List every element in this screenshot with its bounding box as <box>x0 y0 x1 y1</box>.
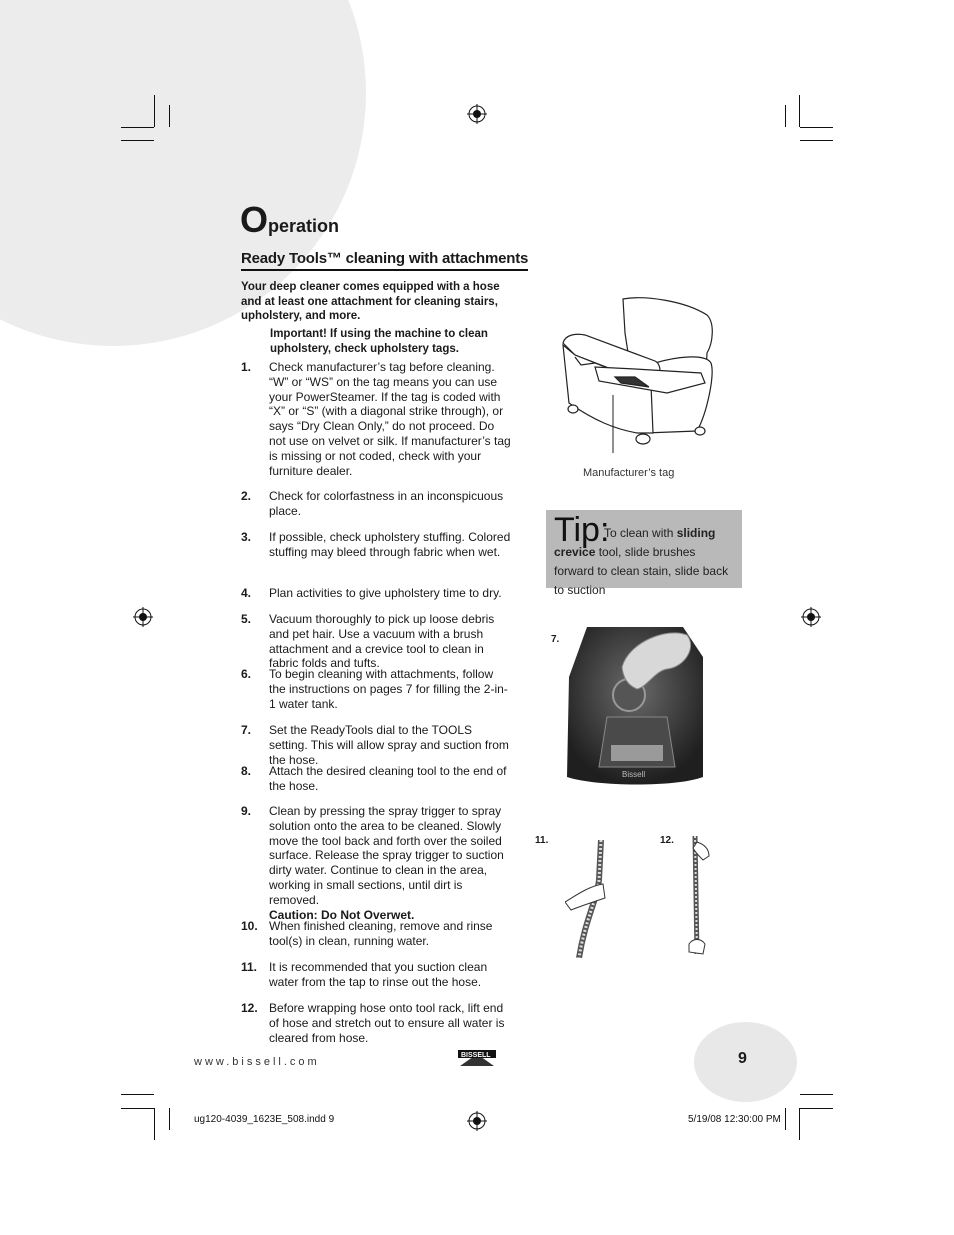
figure-label: 12. <box>660 835 674 846</box>
page-number: 9 <box>738 1050 747 1067</box>
registration-mark-icon <box>801 607 821 627</box>
important-note: Important! If using the machine to clean upholstery, check upholstery tags. <box>270 328 488 355</box>
tip-title: Tip: <box>554 511 610 549</box>
page-title <box>240 200 339 240</box>
caution-text: Caution: Do Not Overwet. <box>269 907 415 922</box>
tip-text: To clean with sliding crevice tool, slide brushes forward to clean stain, slide back to suction <box>554 526 729 597</box>
figure-caption: Manufacturer’s tag <box>583 467 675 479</box>
registration-mark-icon <box>467 1111 487 1131</box>
bissell-logo <box>458 1048 496 1066</box>
machine-dial-photo <box>567 627 703 787</box>
registration-mark-icon <box>133 607 153 627</box>
website-url: www.bissell.com <box>194 1056 320 1068</box>
bissell-logo-icon <box>458 1048 496 1066</box>
figure-label: 7. <box>551 634 560 645</box>
figure-label: 11. <box>535 835 549 846</box>
svg-text:Bissell: Bissell <box>622 770 646 779</box>
tip-box <box>546 510 742 597</box>
slug-filename: ug120-4039_1623E_508.indd 9 <box>194 1114 335 1125</box>
title-rest: peration <box>268 216 340 236</box>
intro-paragraph: Your deep cleaner comes equipped with a hose and at least one attachment for cleaning stairs, upholstery, and more. <box>241 281 500 322</box>
svg-text:BISSELL: BISSELL <box>461 1052 491 1059</box>
section-heading: Ready Tools™ cleaning with attachments <box>241 250 528 271</box>
hose-stretch-illustration <box>683 834 713 958</box>
armchair-illustration <box>555 293 720 453</box>
slug-timestamp: 5/19/08 12:30:00 PM <box>688 1114 781 1125</box>
hose-rinse-illustration <box>565 840 615 958</box>
registration-mark-icon <box>467 104 487 124</box>
title-initial: O <box>240 199 269 240</box>
